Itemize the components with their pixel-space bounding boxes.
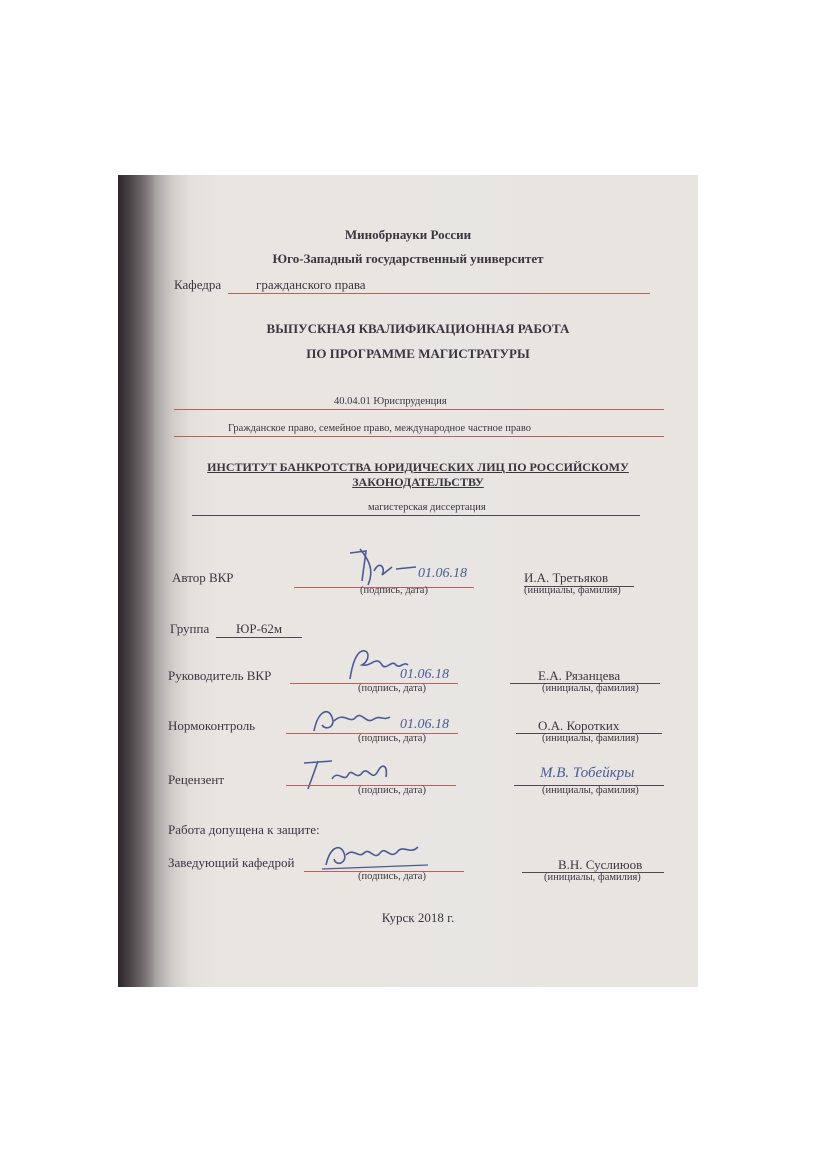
program-profile: Гражданское право, семейное право, международное частное право xyxy=(228,423,531,434)
supervisor-label: Руководитель ВКР xyxy=(168,668,272,683)
supervisor-name: Е.А. Рязанцева xyxy=(538,668,621,683)
university-name: Юго-Западный государственный университет xyxy=(272,251,544,266)
ministry-name: Минобрнауки России xyxy=(344,227,472,242)
group-underline xyxy=(216,637,302,638)
reviewer-sig-caption: (подпись, дата) xyxy=(358,785,426,796)
work-type-line1: ВЫПУСКНАЯ КВАЛИФИКАЦИОННАЯ РАБОТА xyxy=(266,321,570,336)
supervisor-name-caption: (инициалы, фамилия) xyxy=(542,683,639,694)
normcontrol-sig-caption: (подпись, дата) xyxy=(358,733,426,744)
dissertation-type: магистерская диссертация xyxy=(368,502,486,513)
head-sig-caption: (подпись, дата) xyxy=(358,871,426,882)
department-label: Кафедра xyxy=(174,277,222,292)
reviewer-name-caption: (инициалы, фамилия) xyxy=(542,785,639,796)
supervisor-sig-caption: (подпись, дата) xyxy=(358,683,426,694)
program-code-underline xyxy=(174,409,664,410)
topic-line2: ЗАКОНОДАТЕЛЬСТВУ xyxy=(352,475,484,489)
head-name-caption: (инициалы, фамилия) xyxy=(544,872,641,883)
reviewer-handwritten-name: М.В. Тобейкры xyxy=(540,765,635,781)
program-profile-underline xyxy=(174,436,664,437)
head-label: Заведующий кафедрой xyxy=(168,855,295,870)
head-name: В.Н. Суслиюов xyxy=(558,857,643,872)
author-date: 01.06.18 xyxy=(418,566,467,581)
scanned-title-page xyxy=(118,175,698,987)
work-type-line2: ПО ПРОГРАММЕ МАГИСТРАТУРЫ xyxy=(306,346,530,361)
reviewer-label: Рецензент xyxy=(168,772,225,787)
binding-shadow xyxy=(118,175,154,987)
admission-text: Работа допущена к защите: xyxy=(168,822,320,837)
author-name: И.А. Третьяков xyxy=(524,570,609,585)
city-year: Курск 2018 г. xyxy=(381,910,455,925)
author-label: Автор ВКР xyxy=(172,570,234,585)
normcontrol-name: О.А. Коротких xyxy=(538,718,620,733)
supervisor-date: 01.06.18 xyxy=(400,667,449,682)
department-value: гражданского права xyxy=(256,277,366,292)
author-name-caption: (инициалы, фамилия) xyxy=(524,585,621,596)
normcontrol-name-caption: (инициалы, фамилия) xyxy=(542,733,639,744)
department-underline xyxy=(228,293,650,294)
topic-line1: ИНСТИТУТ БАНКРОТСТВА ЮРИДИЧЕСКИХ ЛИЦ ПО РОССИЙСКОМУ xyxy=(207,460,629,474)
program-code: 40.04.01 Юриспруденция xyxy=(334,396,447,407)
normcontrol-date: 01.06.18 xyxy=(400,717,449,732)
dissertation-type-underline xyxy=(192,515,640,516)
group-label: Группа xyxy=(170,621,210,636)
group-value: ЮР-62м xyxy=(236,621,283,636)
author-sig-caption: (подпись, дата) xyxy=(360,585,428,596)
normcontrol-label: Нормоконтроль xyxy=(168,718,256,733)
